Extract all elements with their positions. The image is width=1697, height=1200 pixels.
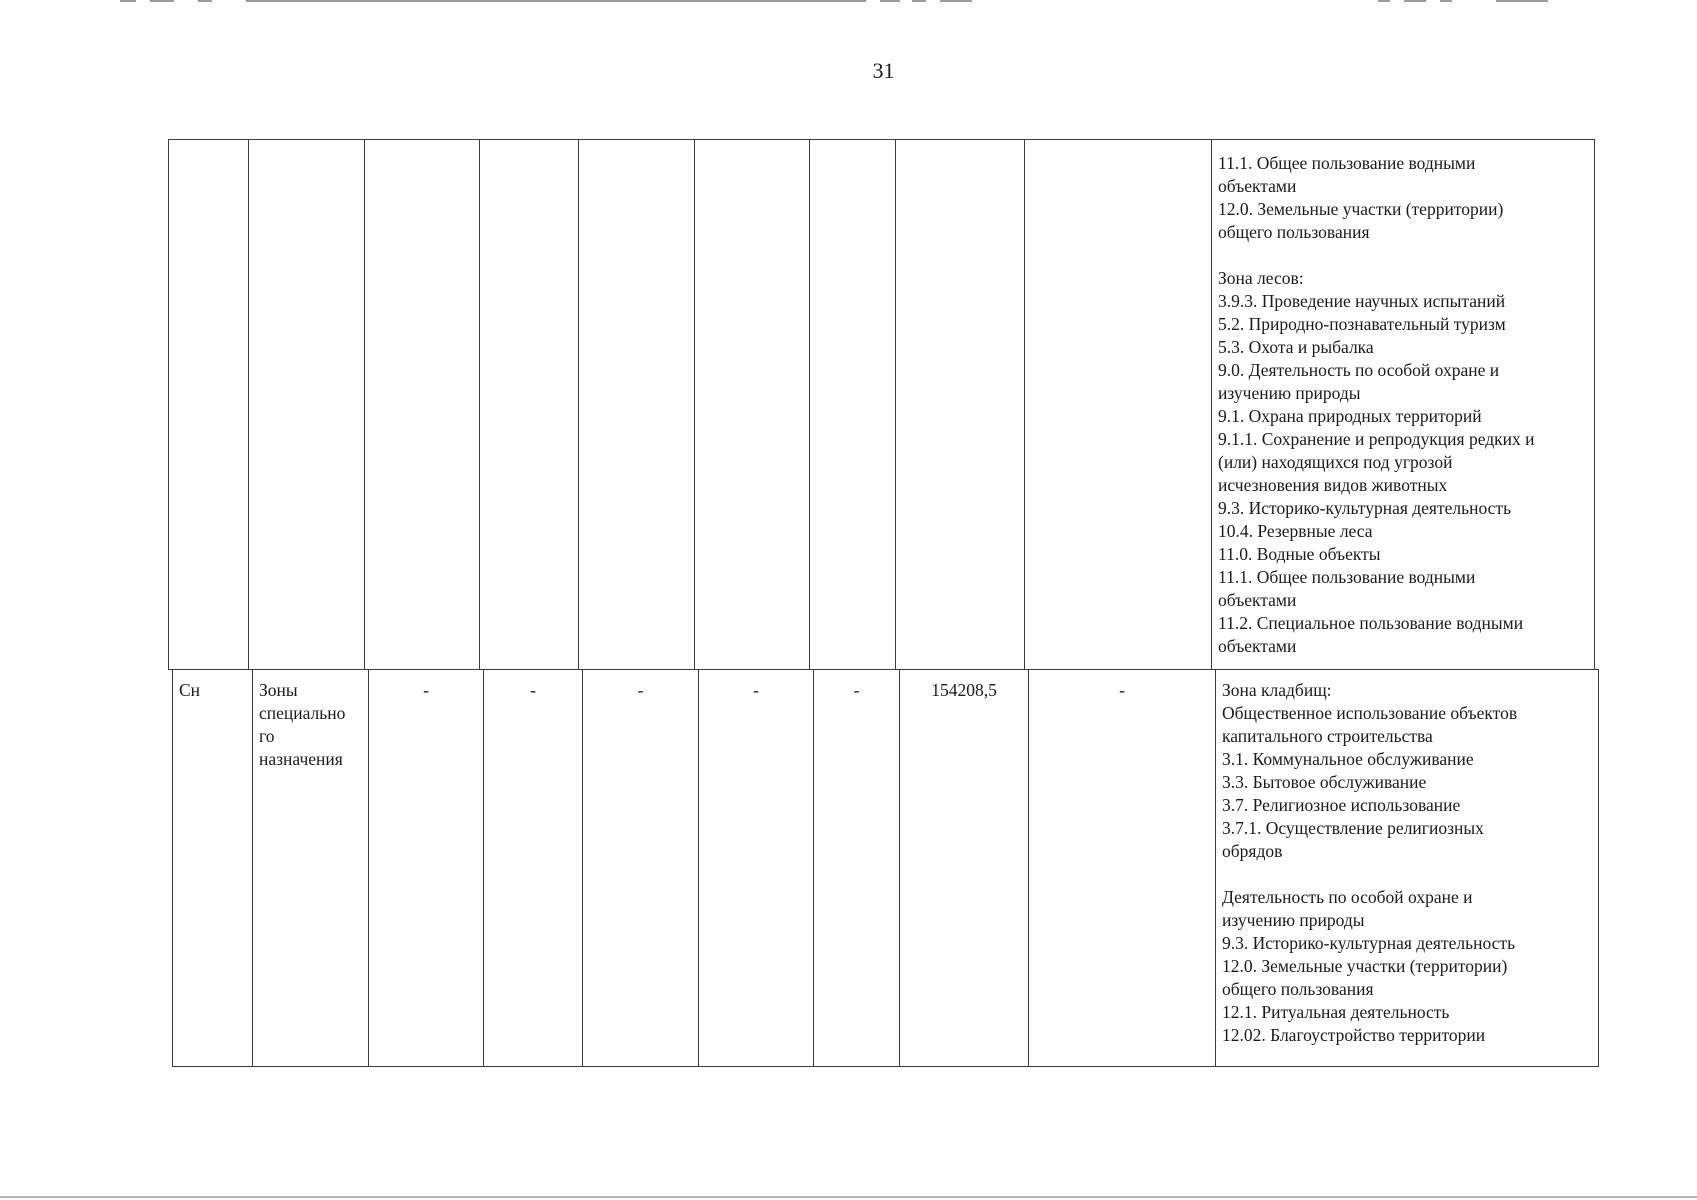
- text-line: изучению природы: [1222, 910, 1365, 930]
- table-cell: [365, 140, 480, 670]
- continuation-table: [168, 139, 1595, 670]
- text-line: Зона лесов:: [1218, 268, 1304, 288]
- text-line: Зоны: [259, 680, 298, 700]
- table-row: [173, 670, 1599, 1067]
- text-line: 10.4. Резервные леса: [1218, 521, 1373, 541]
- zone-name: [259, 679, 362, 771]
- table-cell-code: [169, 140, 249, 670]
- bottom-scan-line: [0, 1196, 1697, 1198]
- text-line: изучению природы: [1218, 383, 1361, 403]
- top-scan-strip: [0, 0, 1697, 3]
- text-line: Деятельность по особой охране и: [1222, 887, 1473, 907]
- text-line: 9.3. Историко-культурная деятельность: [1222, 933, 1516, 953]
- text-line: общего пользования: [1222, 979, 1374, 999]
- text-line: исчезновения видов животных: [1218, 475, 1448, 495]
- table-cell-col7: -: [814, 670, 900, 1067]
- text-line: 12.0. Земельные участки (территории): [1218, 199, 1504, 219]
- text-line: назначения: [259, 749, 343, 769]
- table-cell: [1025, 140, 1212, 670]
- text-line: специально: [259, 703, 346, 723]
- text-line: 11.0. Водные объекты: [1218, 544, 1381, 564]
- text-line: 11.2. Специальное пользование водными: [1218, 613, 1524, 633]
- text-line: 3.7. Религиозное использование: [1222, 795, 1461, 815]
- text-line: (или) находящихся под угрозой: [1218, 452, 1453, 472]
- table-row: [169, 140, 1595, 670]
- zone-area: 154208,5: [900, 670, 1029, 1067]
- blank-line: [1222, 863, 1592, 886]
- table-cell: [896, 140, 1025, 670]
- table-cell-col9: -: [1029, 670, 1216, 1067]
- text-line: объектами: [1218, 590, 1297, 610]
- blank-line: [1218, 244, 1588, 267]
- zone-name-cell: [253, 670, 369, 1067]
- table-cell: [579, 140, 695, 670]
- text-line: обрядов: [1222, 841, 1283, 861]
- text-line: 9.1.1. Сохранение и репродукция редких и: [1218, 429, 1535, 449]
- text-line: 9.3. Историко-культурная деятельность: [1218, 498, 1512, 518]
- table-cell: [480, 140, 579, 670]
- text-line: 5.3. Охота и рыбалка: [1218, 337, 1374, 357]
- permitted-uses-list: [1222, 679, 1592, 1047]
- zone-code: Сн: [173, 670, 253, 1067]
- text-line: объектами: [1218, 176, 1297, 196]
- table-cell-col4: -: [484, 670, 583, 1067]
- text-line: 11.1. Общее пользование водными: [1218, 567, 1476, 587]
- table-cell-col6: -: [699, 670, 814, 1067]
- text-line: 3.7.1. Осуществление религиозных: [1222, 818, 1484, 838]
- table-cell: [810, 140, 896, 670]
- text-line: Зона кладбищ:: [1222, 680, 1332, 700]
- text-line: Общественное использование объектов: [1222, 703, 1518, 723]
- text-line: 12.02. Благоустройство территории: [1222, 1025, 1486, 1045]
- text-line: 5.2. Природно-познавательный туризм: [1218, 314, 1506, 334]
- text-line: 3.3. Бытовое обслуживание: [1222, 772, 1427, 792]
- text-line: общего пользования: [1218, 222, 1370, 242]
- permitted-uses-list: [1218, 152, 1588, 658]
- text-line: 12.0. Земельные участки (территории): [1222, 956, 1508, 976]
- text-line: 11.1. Общее пользование водными: [1218, 153, 1476, 173]
- table-cell-col5: -: [583, 670, 699, 1067]
- permitted-uses-cell: [1216, 670, 1599, 1067]
- text-line: 9.0. Деятельность по особой охране и: [1218, 360, 1500, 380]
- zone-table: [172, 669, 1599, 1067]
- text-line: 3.9.3. Проведение научных испытаний: [1218, 291, 1506, 311]
- page-number: 31: [872, 58, 895, 83]
- text-line: го: [259, 726, 275, 746]
- text-line: 9.1. Охрана природных территорий: [1218, 406, 1482, 426]
- table-cell-zone-name: [249, 140, 365, 670]
- permitted-uses-cell: [1212, 140, 1595, 670]
- table-cell-col3: -: [369, 670, 484, 1067]
- table-cell: [695, 140, 810, 670]
- text-line: 3.1. Коммунальное обслуживание: [1222, 749, 1474, 769]
- text-line: объектами: [1218, 636, 1297, 656]
- text-line: капитального строительства: [1222, 726, 1433, 746]
- text-line: 12.1. Ритуальная деятельность: [1222, 1002, 1450, 1022]
